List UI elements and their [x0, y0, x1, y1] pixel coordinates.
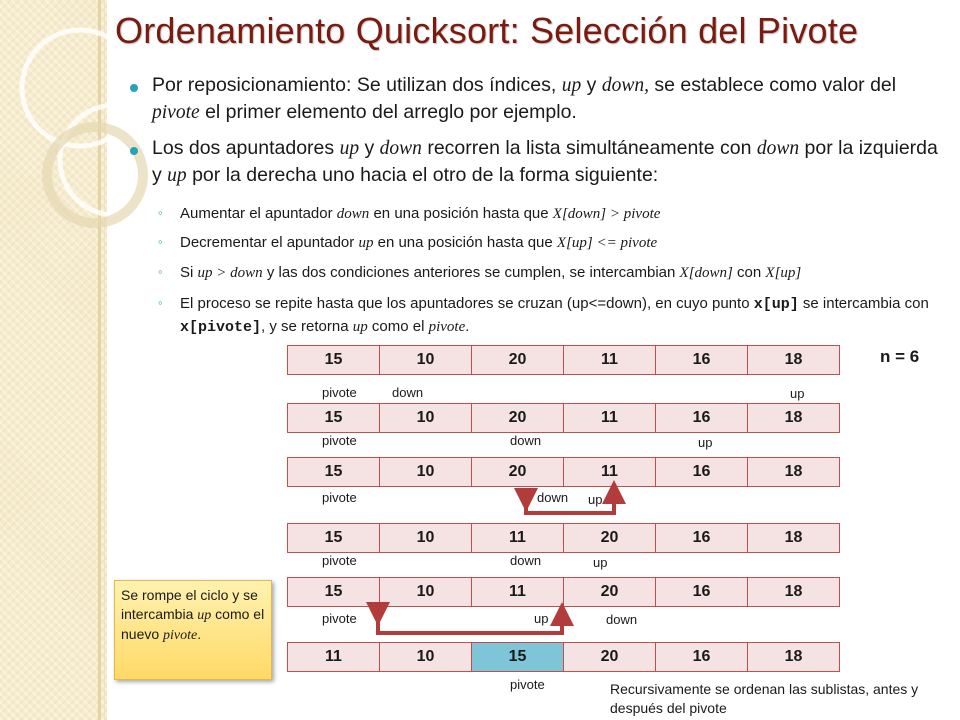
array-cell: 10 — [380, 578, 472, 607]
array-cell: 18 — [748, 524, 840, 553]
array-cell: 10 — [380, 524, 472, 553]
pivote-label: pivote — [322, 490, 357, 505]
sub-bullet-text-3: Si up > down y las dos condiciones anteriores se cumplen, se intercambian X[down] con X[up] — [180, 264, 802, 281]
up-label: up — [588, 492, 603, 507]
array-cell: 16 — [656, 404, 748, 433]
array-cell: 10 — [380, 346, 472, 375]
array-cell: 11 — [564, 458, 656, 487]
down-label: down — [537, 490, 569, 505]
array-cell: 15 — [288, 404, 380, 433]
footer-text: Recursivamente se ordenan las sublistas, antes y después del pivote — [610, 681, 919, 716]
up-label: up — [698, 435, 713, 450]
sub-bullet-ring: ◦ — [158, 205, 163, 220]
array-cell: 18 — [748, 643, 840, 672]
array-cell-new-pivot: 15 — [472, 643, 564, 672]
sub-bullet-text-4: El proceso se repite hasta que los apuntadores se cruzan (up<=down), en cuyo punto x[up] se intercambia con x[pivote], y se retorna up como el pivote. — [180, 295, 929, 336]
down-label: down — [392, 385, 424, 400]
array-cell: 16 — [656, 643, 748, 672]
pivote-label: pivote — [322, 553, 357, 568]
bullet-text-2: Los dos apuntadores up y down recorren la lista simultáneamente con down por la izquierda y up por la derecha uno hacia el otro de la forma siguiente: — [152, 137, 938, 186]
array-cell: 16 — [656, 578, 748, 607]
pivote-label: pivote — [322, 385, 357, 400]
pivote-label: pivote — [510, 677, 545, 692]
sub-bullet-ring: ◦ — [158, 234, 163, 249]
array-cell: 15 — [288, 346, 380, 375]
sub-bullet-ring: ◦ — [158, 264, 163, 279]
array-size-label: n = 6 — [880, 347, 920, 366]
sub-bullet-text-1: Aumentar el apuntador down en una posición hasta que X[down] > pivote — [180, 205, 661, 222]
array-cell: 15 — [288, 524, 380, 553]
array-cell: 16 — [656, 346, 748, 375]
array-cell: 15 — [288, 578, 380, 607]
array-cell: 10 — [380, 404, 472, 433]
pivote-label: pivote — [322, 611, 357, 626]
swap-arrow-1 — [526, 492, 614, 513]
slide-title: Ordenamiento Quicksort: Selección del Pivote — [115, 10, 859, 51]
down-label: down — [510, 553, 542, 568]
up-label: up — [593, 555, 608, 570]
array-cell: 15 — [288, 458, 380, 487]
array-cell: 18 — [748, 404, 840, 433]
array-cell: 18 — [748, 578, 840, 607]
array-cell: 16 — [656, 458, 748, 487]
up-label: up — [534, 611, 549, 626]
array-cell: 20 — [564, 643, 656, 672]
array-cell: 20 — [472, 458, 564, 487]
down-label: down — [510, 433, 542, 448]
array-cell: 20 — [564, 524, 656, 553]
array-cell: 11 — [472, 524, 564, 553]
array-cell: 16 — [656, 524, 748, 553]
pivote-label: pivote — [322, 433, 357, 448]
array-cell: 20 — [564, 578, 656, 607]
up-label: up — [790, 386, 805, 401]
down-label: down — [606, 612, 638, 627]
sub-bullet-ring: ◦ — [158, 295, 163, 310]
array-cell: 10 — [380, 458, 472, 487]
sub-bullet-text-2: Decrementar el apuntador up en una posición hasta que X[up] <= pivote — [180, 234, 658, 251]
array-cell: 11 — [564, 404, 656, 433]
array-cell: 10 — [380, 643, 472, 672]
array-cell: 18 — [748, 458, 840, 487]
array-cell: 20 — [472, 404, 564, 433]
array-cell: 11 — [564, 346, 656, 375]
array-cell: 20 — [472, 346, 564, 375]
swap-arrow-2 — [378, 614, 562, 633]
bullet-text-1: Por reposicionamiento: Se utilizan dos índices, up y down, se establece como valor del pivote el primer elemento del arreglo por ejemplo. — [152, 74, 897, 123]
array-cell: 11 — [288, 643, 380, 672]
array-cell: 18 — [748, 346, 840, 375]
array-cell: 11 — [472, 578, 564, 607]
note-box: Se rompe el ciclo y se intercambia up como el nuevo pivote. — [114, 580, 272, 680]
